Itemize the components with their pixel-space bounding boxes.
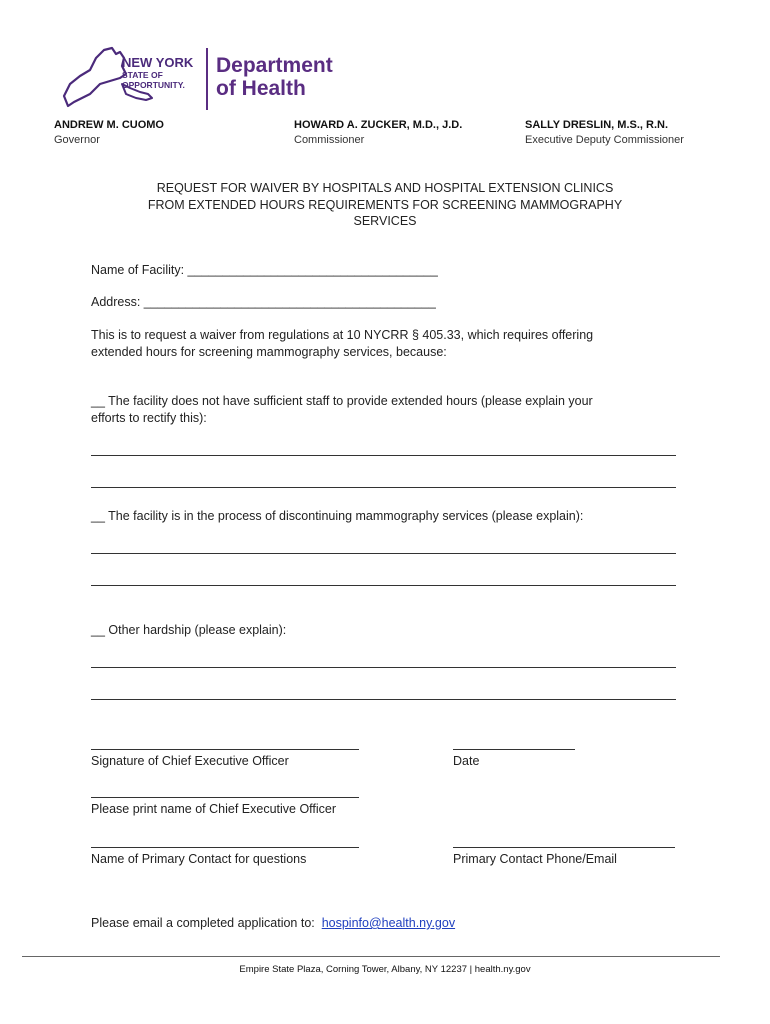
department-of-health-logo [216, 54, 333, 100]
option1-line2: efforts to rectify this): [91, 410, 207, 425]
footer-address: Empire State Plaza, Corning Tower, Albany, NY 12237 | health.ny.gov [239, 964, 531, 975]
form-title-line2: FROM EXTENDED HOURS REQUIREMENTS FOR SCREENING MAMMOGRAPHY [147, 197, 623, 212]
ceo-signature-line[interactable] [91, 749, 359, 750]
contact-phone-email-line[interactable] [453, 847, 675, 848]
explanation-line[interactable] [91, 585, 676, 586]
official-name: HOWARD A. ZUCKER, M.D., J.D. [294, 119, 463, 131]
form-title-line3: SERVICES [353, 214, 417, 228]
ceo-print-name-line[interactable] [91, 797, 359, 798]
request-statement [91, 327, 691, 360]
contact-phone-email-label: Primary Contact Phone/Email [453, 852, 617, 866]
logo-new-york: NEW YORK [122, 55, 194, 70]
logo-tagline-line2: OPPORTUNITY. [122, 79, 185, 90]
official-title: Commissioner [294, 134, 365, 146]
date-label: Date [453, 754, 480, 768]
date-line[interactable] [453, 749, 575, 750]
email-prompt: Please email a completed application to: [91, 916, 315, 930]
ceo-print-name-label: Please print name of Chief Executive Officer [91, 802, 337, 816]
explanation-line[interactable] [91, 667, 676, 668]
option1-line1: __ The facility does not have sufficient staff to provide extended hours (please explain your [91, 394, 593, 408]
request-line1: This is to request a waiver from regulations at 10 NYCRR § 405.33, which requires offering [91, 328, 594, 342]
official-name: ANDREW M. CUOMO [54, 119, 164, 131]
option-other-hardship[interactable]: __ Other hardship (please explain): [91, 623, 287, 637]
email-link[interactable]: hospinfo@health.ny.gov [321, 916, 456, 930]
email-instruction [91, 915, 455, 932]
official-governor [54, 118, 164, 148]
logo-divider [206, 48, 208, 110]
logo-tagline-line1: STATE OF [122, 70, 163, 80]
request-line2: extended hours for screening mammography services, because: [91, 344, 447, 359]
option-insufficient-staff[interactable] [91, 393, 691, 426]
primary-contact-label: Name of Primary Contact for questions [91, 852, 307, 866]
ceo-signature-label: Signature of Chief Executive Officer [91, 754, 289, 768]
dept-line1: Department [216, 54, 333, 77]
logo-tagline [122, 71, 212, 90]
facility-name-field[interactable]: Name of Facility: ____________________________________ [91, 263, 438, 277]
official-deputy-commissioner [525, 118, 684, 148]
form-title-line1: REQUEST FOR WAIVER BY HOSPITALS AND HOSPITAL EXTENSION CLINICS [156, 181, 614, 195]
official-commissioner [294, 118, 462, 148]
primary-contact-line[interactable] [91, 847, 359, 848]
explanation-line[interactable] [91, 455, 676, 456]
dept-line2: of Health [216, 77, 306, 100]
explanation-line[interactable] [91, 553, 676, 554]
form-title [100, 180, 670, 230]
footer-divider [22, 956, 720, 957]
address-field[interactable]: Address: __________________________________________ [91, 295, 436, 309]
official-title: Executive Deputy Commissioner [525, 134, 684, 146]
explanation-line[interactable] [91, 487, 676, 488]
option-discontinuing[interactable]: __ The facility is in the process of discontinuing mammography services (please explain): [91, 509, 584, 523]
official-title: Governor [54, 134, 100, 146]
explanation-line[interactable] [91, 699, 676, 700]
official-name: SALLY DRESLIN, M.S., R.N. [525, 119, 669, 131]
